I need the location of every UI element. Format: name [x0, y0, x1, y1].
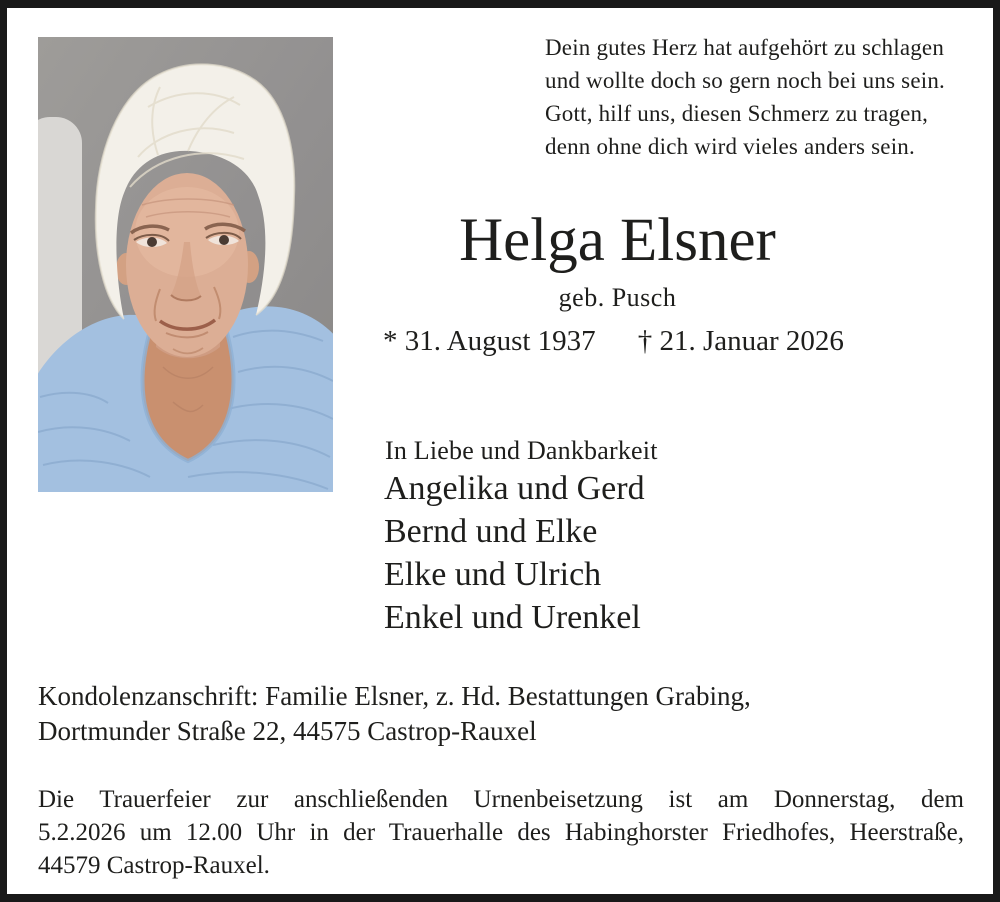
mourner-line: Elke und Ulrich: [384, 556, 602, 593]
mourner-line: Bernd und Elke: [384, 513, 598, 550]
mourner-line: Angelika und Gerd: [384, 470, 645, 507]
funeral-line: 44579 Castrop-Rauxel.: [38, 852, 270, 879]
maiden-name: geb. Pusch: [558, 283, 677, 312]
condolence-line: Kondolenzanschrift: Familie Elsner, z. Hd. Bestattungen Grabing,: [38, 681, 751, 711]
mourners-list: [384, 467, 645, 639]
verse-line: Gott, hilf uns, diesen Schmerz zu tragen,: [545, 101, 929, 126]
life-dates: [383, 325, 844, 358]
verse-line: Dein gutes Herz hat aufgehört zu schlagen: [545, 35, 945, 60]
condolence-line: Dortmunder Straße 22, 44575 Castrop-Rauxel: [38, 715, 537, 746]
birth-date: * 31. August 1937: [383, 325, 596, 357]
death-date: † 21. Januar 2026: [637, 325, 844, 357]
funeral-info: [38, 783, 964, 882]
mourner-line: Enkel und Urenkel: [384, 599, 641, 636]
verse-line: und wollte doch so gern noch bei uns sein.: [545, 68, 945, 93]
funeral-line: 5.2.2026 um 12.00 Uhr in der Trauerhalle des Habinghorster Friedhofes, Heerstraße,: [38, 819, 964, 846]
mourning-intro: In Liebe und Dankbarkeit: [385, 436, 658, 465]
funeral-line: Die Trauerfeier zur anschließenden Urnenbeisetzung ist am Donnerstag, dem: [38, 786, 964, 813]
portrait-photo: [38, 37, 333, 492]
condolence-address: [38, 679, 968, 748]
verse-line: denn ohne dich wird vieles anders sein.: [545, 134, 915, 159]
deceased-name: Helga Elsner: [459, 207, 776, 274]
memorial-verse: [545, 31, 945, 163]
